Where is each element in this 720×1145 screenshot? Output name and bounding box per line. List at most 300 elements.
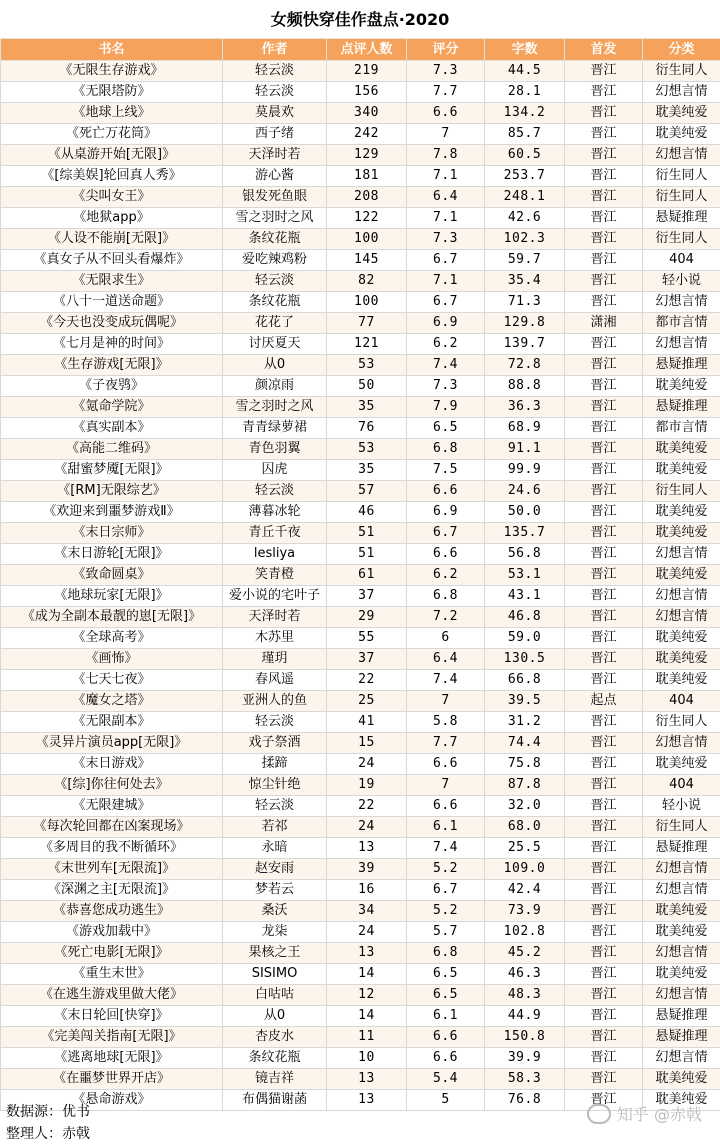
cell-word-count: 44.9 xyxy=(485,1006,565,1027)
cell-score: 7 xyxy=(407,691,485,712)
cell-category: 衍生同人 xyxy=(643,712,720,733)
cell-word-count: 43.1 xyxy=(485,586,565,607)
cell-book-title: 《无限塔防》 xyxy=(1,82,223,103)
cell-platform: 晋江 xyxy=(565,82,643,103)
cell-author: 爱吃辣鸡粉 xyxy=(223,250,327,271)
cell-platform: 晋江 xyxy=(565,460,643,481)
cell-score: 6.6 xyxy=(407,1027,485,1048)
cell-word-count: 35.4 xyxy=(485,271,565,292)
cell-category: 耽美纯爱 xyxy=(643,754,720,775)
cell-category: 耽美纯爱 xyxy=(643,670,720,691)
cell-score: 7.3 xyxy=(407,376,485,397)
cell-word-count: 150.8 xyxy=(485,1027,565,1048)
cell-review-count: 53 xyxy=(327,355,407,376)
cell-book-title: 《八十一道送命题》 xyxy=(1,292,223,313)
cell-word-count: 73.9 xyxy=(485,901,565,922)
table-row[interactable] xyxy=(1,565,720,586)
cell-author: 笑青橙 xyxy=(223,565,327,586)
cell-category: 耽美纯爱 xyxy=(643,502,720,523)
cell-category: 耽美纯爱 xyxy=(643,103,720,124)
cell-category: 悬疑推理 xyxy=(643,355,720,376)
table-row[interactable] xyxy=(1,1048,720,1069)
table-row[interactable] xyxy=(1,460,720,481)
cell-author: 白咕咕 xyxy=(223,985,327,1006)
table-row[interactable] xyxy=(1,775,720,796)
cell-book-title: 《在噩梦世界开店》 xyxy=(1,1069,223,1090)
cell-word-count: 32.0 xyxy=(485,796,565,817)
cell-category: 悬疑推理 xyxy=(643,1027,720,1048)
cell-category: 耽美纯爱 xyxy=(643,1069,720,1090)
cell-platform: 晋江 xyxy=(565,838,643,859)
table-row[interactable] xyxy=(1,355,720,376)
cell-score: 7.9 xyxy=(407,397,485,418)
cell-score: 7.5 xyxy=(407,460,485,481)
cell-word-count: 31.2 xyxy=(485,712,565,733)
cell-book-title: 《画怖》 xyxy=(1,649,223,670)
table-row[interactable] xyxy=(1,649,720,670)
cell-review-count: 24 xyxy=(327,922,407,943)
header-platform[interactable]: 首发 xyxy=(565,39,643,61)
cell-author: 天泽时若 xyxy=(223,145,327,166)
cell-author: lesliya xyxy=(223,544,327,565)
cell-review-count: 61 xyxy=(327,565,407,586)
cell-platform: 晋江 xyxy=(565,376,643,397)
cell-word-count: 76.8 xyxy=(485,1090,565,1111)
cell-review-count: 145 xyxy=(327,250,407,271)
table-row[interactable] xyxy=(1,376,720,397)
cell-book-title: 《[RM]无限综艺》 xyxy=(1,481,223,502)
cell-review-count: 100 xyxy=(327,229,407,250)
cell-category: 幻想言情 xyxy=(643,943,720,964)
table-row[interactable] xyxy=(1,439,720,460)
cell-review-count: 15 xyxy=(327,733,407,754)
cell-platform: 晋江 xyxy=(565,187,643,208)
cell-word-count: 91.1 xyxy=(485,439,565,460)
cell-score: 6.2 xyxy=(407,334,485,355)
table-row[interactable] xyxy=(1,418,720,439)
cell-book-title: 《重生末世》 xyxy=(1,964,223,985)
table-row[interactable] xyxy=(1,523,720,544)
cell-category: 耽美纯爱 xyxy=(643,1090,720,1111)
cell-platform: 晋江 xyxy=(565,544,643,565)
cell-review-count: 181 xyxy=(327,166,407,187)
cell-book-title: 《末日宗师》 xyxy=(1,523,223,544)
cell-review-count: 12 xyxy=(327,985,407,1006)
table-row[interactable] xyxy=(1,859,720,880)
cell-platform: 晋江 xyxy=(565,250,643,271)
cell-category: 耽美纯爱 xyxy=(643,922,720,943)
table-row[interactable] xyxy=(1,1069,720,1090)
cell-category: 幻想言情 xyxy=(643,586,720,607)
page-title: 女频快穿佳作盘点·2020 xyxy=(270,10,450,29)
table-row[interactable] xyxy=(1,61,720,82)
cell-author: 薄暮冰轮 xyxy=(223,502,327,523)
table-row[interactable] xyxy=(1,733,720,754)
cell-book-title: 《全球高考》 xyxy=(1,628,223,649)
cell-platform: 潇湘 xyxy=(565,313,643,334)
table-row[interactable] xyxy=(1,292,720,313)
cell-score: 7 xyxy=(407,124,485,145)
cell-score: 6.6 xyxy=(407,1048,485,1069)
cell-score: 6.8 xyxy=(407,943,485,964)
cell-score: 6.2 xyxy=(407,565,485,586)
cell-word-count: 25.5 xyxy=(485,838,565,859)
cell-review-count: 41 xyxy=(327,712,407,733)
cell-author: 戏子祭酒 xyxy=(223,733,327,754)
cell-category: 都市言情 xyxy=(643,313,720,334)
table-row[interactable] xyxy=(1,628,720,649)
cell-score: 6.6 xyxy=(407,103,485,124)
cell-platform: 晋江 xyxy=(565,796,643,817)
cell-book-title: 《游戏加载中》 xyxy=(1,922,223,943)
cell-book-title: 《死亡万花筒》 xyxy=(1,124,223,145)
cell-book-title: 《死亡电影[无限]》 xyxy=(1,943,223,964)
cell-review-count: 50 xyxy=(327,376,407,397)
header-review-count[interactable]: 点评人数 xyxy=(327,39,407,61)
table-row[interactable] xyxy=(1,124,720,145)
header-author[interactable]: 作者 xyxy=(223,39,327,61)
cell-author: 从0 xyxy=(223,355,327,376)
cell-word-count: 139.7 xyxy=(485,334,565,355)
cell-author: 莫晨欢 xyxy=(223,103,327,124)
cell-word-count: 28.1 xyxy=(485,82,565,103)
table-row[interactable] xyxy=(1,796,720,817)
cell-category: 404 xyxy=(643,250,720,271)
cell-platform: 晋江 xyxy=(565,670,643,691)
cell-category: 幻想言情 xyxy=(643,607,720,628)
table-row[interactable] xyxy=(1,754,720,775)
table-row[interactable] xyxy=(1,691,720,712)
cell-review-count: 13 xyxy=(327,1090,407,1111)
cell-book-title: 《无限生存游戏》 xyxy=(1,61,223,82)
cell-author: 囚虎 xyxy=(223,460,327,481)
cell-review-count: 16 xyxy=(327,880,407,901)
cell-category: 悬疑推理 xyxy=(643,838,720,859)
cell-word-count: 60.5 xyxy=(485,145,565,166)
cell-word-count: 66.8 xyxy=(485,670,565,691)
watermark-text: 知乎 @赤戟 xyxy=(616,1105,702,1124)
cell-book-title: 《今天也没变成玩偶呢》 xyxy=(1,313,223,334)
cell-book-title: 《真女子从不回头看爆炸》 xyxy=(1,250,223,271)
cell-review-count: 11 xyxy=(327,1027,407,1048)
cell-score: 6.8 xyxy=(407,586,485,607)
table-row[interactable] xyxy=(1,1006,720,1027)
cell-author: 雪之羽时之风 xyxy=(223,397,327,418)
cell-author: 轻云淡 xyxy=(223,82,327,103)
table-row[interactable] xyxy=(1,901,720,922)
cell-author: 布偶猫谢菡 xyxy=(223,1090,327,1111)
cell-platform: 晋江 xyxy=(565,334,643,355)
cell-author: 杏皮水 xyxy=(223,1027,327,1048)
cell-book-title: 《在逃生游戏里做大佬》 xyxy=(1,985,223,1006)
cell-word-count: 46.3 xyxy=(485,964,565,985)
cell-word-count: 56.8 xyxy=(485,544,565,565)
cell-book-title: 《致命圆桌》 xyxy=(1,565,223,586)
cell-review-count: 340 xyxy=(327,103,407,124)
cell-score: 5 xyxy=(407,1090,485,1111)
cell-platform: 晋江 xyxy=(565,523,643,544)
cell-platform: 晋江 xyxy=(565,859,643,880)
cell-score: 6.4 xyxy=(407,187,485,208)
cell-word-count: 88.8 xyxy=(485,376,565,397)
cell-score: 5.2 xyxy=(407,859,485,880)
cell-author: 青色羽翼 xyxy=(223,439,327,460)
cell-platform: 晋江 xyxy=(565,61,643,82)
table-row[interactable] xyxy=(1,229,720,250)
cell-platform: 晋江 xyxy=(565,103,643,124)
cell-review-count: 82 xyxy=(327,271,407,292)
cell-score: 6.8 xyxy=(407,439,485,460)
table-row[interactable] xyxy=(1,586,720,607)
table-row[interactable] xyxy=(1,670,720,691)
cell-author: 桑沃 xyxy=(223,901,327,922)
cell-book-title: 《地球玩家[无限]》 xyxy=(1,586,223,607)
cell-review-count: 22 xyxy=(327,796,407,817)
table-row[interactable] xyxy=(1,607,720,628)
cell-book-title: 《灵异片演员app[无限]》 xyxy=(1,733,223,754)
table-row[interactable] xyxy=(1,145,720,166)
cell-category: 轻小说 xyxy=(643,796,720,817)
cell-book-title: 《多周目的我不断循环》 xyxy=(1,838,223,859)
cell-author: 果核之王 xyxy=(223,943,327,964)
table-row[interactable] xyxy=(1,187,720,208)
cell-platform: 晋江 xyxy=(565,166,643,187)
cell-book-title: 《无限建城》 xyxy=(1,796,223,817)
cell-word-count: 102.8 xyxy=(485,922,565,943)
cell-word-count: 42.6 xyxy=(485,208,565,229)
table-row[interactable] xyxy=(1,1027,720,1048)
cell-review-count: 37 xyxy=(327,649,407,670)
cell-book-title: 《尖叫女王》 xyxy=(1,187,223,208)
cell-review-count: 29 xyxy=(327,607,407,628)
cell-book-title: 《魔女之塔》 xyxy=(1,691,223,712)
cell-book-title: 《地球上线》 xyxy=(1,103,223,124)
cell-book-title: 《人设不能崩[无限]》 xyxy=(1,229,223,250)
cell-category: 悬疑推理 xyxy=(643,397,720,418)
cell-platform: 晋江 xyxy=(565,628,643,649)
cell-word-count: 59.0 xyxy=(485,628,565,649)
cell-platform: 晋江 xyxy=(565,439,643,460)
cell-platform: 晋江 xyxy=(565,145,643,166)
cell-book-title: 《完美闯关指南[无限]》 xyxy=(1,1027,223,1048)
cell-score: 6.7 xyxy=(407,292,485,313)
cell-review-count: 35 xyxy=(327,460,407,481)
cell-score: 6.5 xyxy=(407,418,485,439)
cell-word-count: 44.5 xyxy=(485,61,565,82)
book-table xyxy=(0,38,720,1111)
cell-review-count: 208 xyxy=(327,187,407,208)
cell-review-count: 24 xyxy=(327,754,407,775)
cell-score: 5.2 xyxy=(407,901,485,922)
cell-platform: 晋江 xyxy=(565,208,643,229)
cell-author: 条纹花瓶 xyxy=(223,292,327,313)
cell-book-title: 《子夜鸮》 xyxy=(1,376,223,397)
cell-score: 7.2 xyxy=(407,607,485,628)
cell-score: 7.1 xyxy=(407,208,485,229)
cell-book-title: 《欢迎来到噩梦游戏Ⅱ》 xyxy=(1,502,223,523)
header-score[interactable]: 评分 xyxy=(407,39,485,61)
header-word-count[interactable]: 字数 xyxy=(485,39,565,61)
cell-platform: 晋江 xyxy=(565,607,643,628)
cell-word-count: 58.3 xyxy=(485,1069,565,1090)
cell-score: 6.1 xyxy=(407,817,485,838)
cell-author: 青青绿萝裙 xyxy=(223,418,327,439)
cell-review-count: 121 xyxy=(327,334,407,355)
cell-author: 爱小说的宅叶子 xyxy=(223,586,327,607)
table-row[interactable] xyxy=(1,481,720,502)
cell-platform: 晋江 xyxy=(565,502,643,523)
cell-score: 6.7 xyxy=(407,523,485,544)
cell-review-count: 57 xyxy=(327,481,407,502)
cell-author: 轻云淡 xyxy=(223,796,327,817)
cell-category: 衍生同人 xyxy=(643,817,720,838)
cell-score: 7.4 xyxy=(407,670,485,691)
cell-review-count: 55 xyxy=(327,628,407,649)
table-row[interactable] xyxy=(1,502,720,523)
cell-review-count: 129 xyxy=(327,145,407,166)
cell-platform: 晋江 xyxy=(565,418,643,439)
cell-word-count: 74.4 xyxy=(485,733,565,754)
cell-word-count: 59.7 xyxy=(485,250,565,271)
cell-word-count: 46.8 xyxy=(485,607,565,628)
cell-book-title: 《[综]你往何处去》 xyxy=(1,775,223,796)
cell-category: 幻想言情 xyxy=(643,985,720,1006)
watermark xyxy=(587,1102,702,1125)
cell-platform: 晋江 xyxy=(565,1048,643,1069)
table-row[interactable] xyxy=(1,985,720,1006)
table-row[interactable] xyxy=(1,313,720,334)
cell-score: 6.4 xyxy=(407,649,485,670)
table-row[interactable] xyxy=(1,397,720,418)
cell-review-count: 122 xyxy=(327,208,407,229)
cell-platform: 晋江 xyxy=(565,880,643,901)
cell-review-count: 39 xyxy=(327,859,407,880)
cell-word-count: 68.0 xyxy=(485,817,565,838)
cell-category: 耽美纯爱 xyxy=(643,439,720,460)
table-row[interactable] xyxy=(1,544,720,565)
cell-review-count: 10 xyxy=(327,1048,407,1069)
cell-book-title: 《[综美娱]轮回真人秀》 xyxy=(1,166,223,187)
cell-book-title: 《七天七夜》 xyxy=(1,670,223,691)
cell-book-title: 《逃离地球[无限]》 xyxy=(1,1048,223,1069)
cell-category: 耽美纯爱 xyxy=(643,460,720,481)
cell-word-count: 45.2 xyxy=(485,943,565,964)
cell-book-title: 《真实副本》 xyxy=(1,418,223,439)
cell-score: 6.9 xyxy=(407,313,485,334)
cell-platform: 晋江 xyxy=(565,1027,643,1048)
cell-author: 条纹花瓶 xyxy=(223,229,327,250)
cell-score: 6.6 xyxy=(407,796,485,817)
cell-review-count: 37 xyxy=(327,586,407,607)
cell-score: 7.1 xyxy=(407,166,485,187)
table-row[interactable] xyxy=(1,82,720,103)
table-row[interactable] xyxy=(1,103,720,124)
cell-word-count: 253.7 xyxy=(485,166,565,187)
cell-score: 5.8 xyxy=(407,712,485,733)
table-row[interactable] xyxy=(1,922,720,943)
cell-platform: 晋江 xyxy=(565,901,643,922)
cell-category: 耽美纯爱 xyxy=(643,964,720,985)
cell-platform: 晋江 xyxy=(565,355,643,376)
cell-score: 6.6 xyxy=(407,754,485,775)
cell-category: 幻想言情 xyxy=(643,880,720,901)
cell-word-count: 53.1 xyxy=(485,565,565,586)
cell-platform: 晋江 xyxy=(565,985,643,1006)
cell-author: 轻云淡 xyxy=(223,481,327,502)
cell-category: 耽美纯爱 xyxy=(643,649,720,670)
cell-review-count: 100 xyxy=(327,292,407,313)
cell-author: 银发死鱼眼 xyxy=(223,187,327,208)
table-row[interactable] xyxy=(1,208,720,229)
cell-score: 5.4 xyxy=(407,1069,485,1090)
cell-platform: 晋江 xyxy=(565,397,643,418)
table-row[interactable] xyxy=(1,166,720,187)
cell-word-count: 85.7 xyxy=(485,124,565,145)
cell-platform: 晋江 xyxy=(565,754,643,775)
cell-category: 耽美纯爱 xyxy=(643,376,720,397)
cell-word-count: 36.3 xyxy=(485,397,565,418)
cell-review-count: 46 xyxy=(327,502,407,523)
cell-category: 幻想言情 xyxy=(643,334,720,355)
cell-word-count: 102.3 xyxy=(485,229,565,250)
cell-word-count: 72.8 xyxy=(485,355,565,376)
cell-review-count: 51 xyxy=(327,523,407,544)
table-row[interactable] xyxy=(1,964,720,985)
cell-category: 衍生同人 xyxy=(643,166,720,187)
cell-category: 衍生同人 xyxy=(643,481,720,502)
cell-author: 亚洲人的鱼 xyxy=(223,691,327,712)
cell-score: 6.1 xyxy=(407,1006,485,1027)
table-row[interactable] xyxy=(1,334,720,355)
cell-score: 7 xyxy=(407,775,485,796)
table-row[interactable] xyxy=(1,880,720,901)
header-category[interactable]: 分类 xyxy=(643,39,720,61)
table-row[interactable] xyxy=(1,250,720,271)
cell-platform: 晋江 xyxy=(565,649,643,670)
cell-author: 镜吉祥 xyxy=(223,1069,327,1090)
table-row[interactable] xyxy=(1,712,720,733)
cell-author: 天泽时若 xyxy=(223,607,327,628)
cell-author: 青丘千夜 xyxy=(223,523,327,544)
cell-word-count: 48.3 xyxy=(485,985,565,1006)
cell-score: 6.5 xyxy=(407,985,485,1006)
table-row[interactable] xyxy=(1,943,720,964)
cell-book-title: 《末日游戏》 xyxy=(1,754,223,775)
cell-score: 6.9 xyxy=(407,502,485,523)
cell-score: 5.7 xyxy=(407,922,485,943)
cell-author: 游心酱 xyxy=(223,166,327,187)
table-row[interactable] xyxy=(1,838,720,859)
header-title[interactable]: 书名 xyxy=(1,39,223,61)
cell-author: 西子绪 xyxy=(223,124,327,145)
cell-platform: 晋江 xyxy=(565,817,643,838)
cell-score: 6.7 xyxy=(407,250,485,271)
table-row[interactable] xyxy=(1,817,720,838)
cell-category: 耽美纯爱 xyxy=(643,523,720,544)
cell-review-count: 156 xyxy=(327,82,407,103)
cell-score: 7.3 xyxy=(407,229,485,250)
cell-author: 瑾玥 xyxy=(223,649,327,670)
cell-score: 6.6 xyxy=(407,481,485,502)
table-row[interactable] xyxy=(1,271,720,292)
cell-word-count: 134.2 xyxy=(485,103,565,124)
cell-author: 条纹花瓶 xyxy=(223,1048,327,1069)
cell-book-title: 《末日轮回[快穿]》 xyxy=(1,1006,223,1027)
cell-review-count: 13 xyxy=(327,1069,407,1090)
cell-platform: 晋江 xyxy=(565,733,643,754)
cell-word-count: 39.9 xyxy=(485,1048,565,1069)
cell-book-title: 《无限求生》 xyxy=(1,271,223,292)
